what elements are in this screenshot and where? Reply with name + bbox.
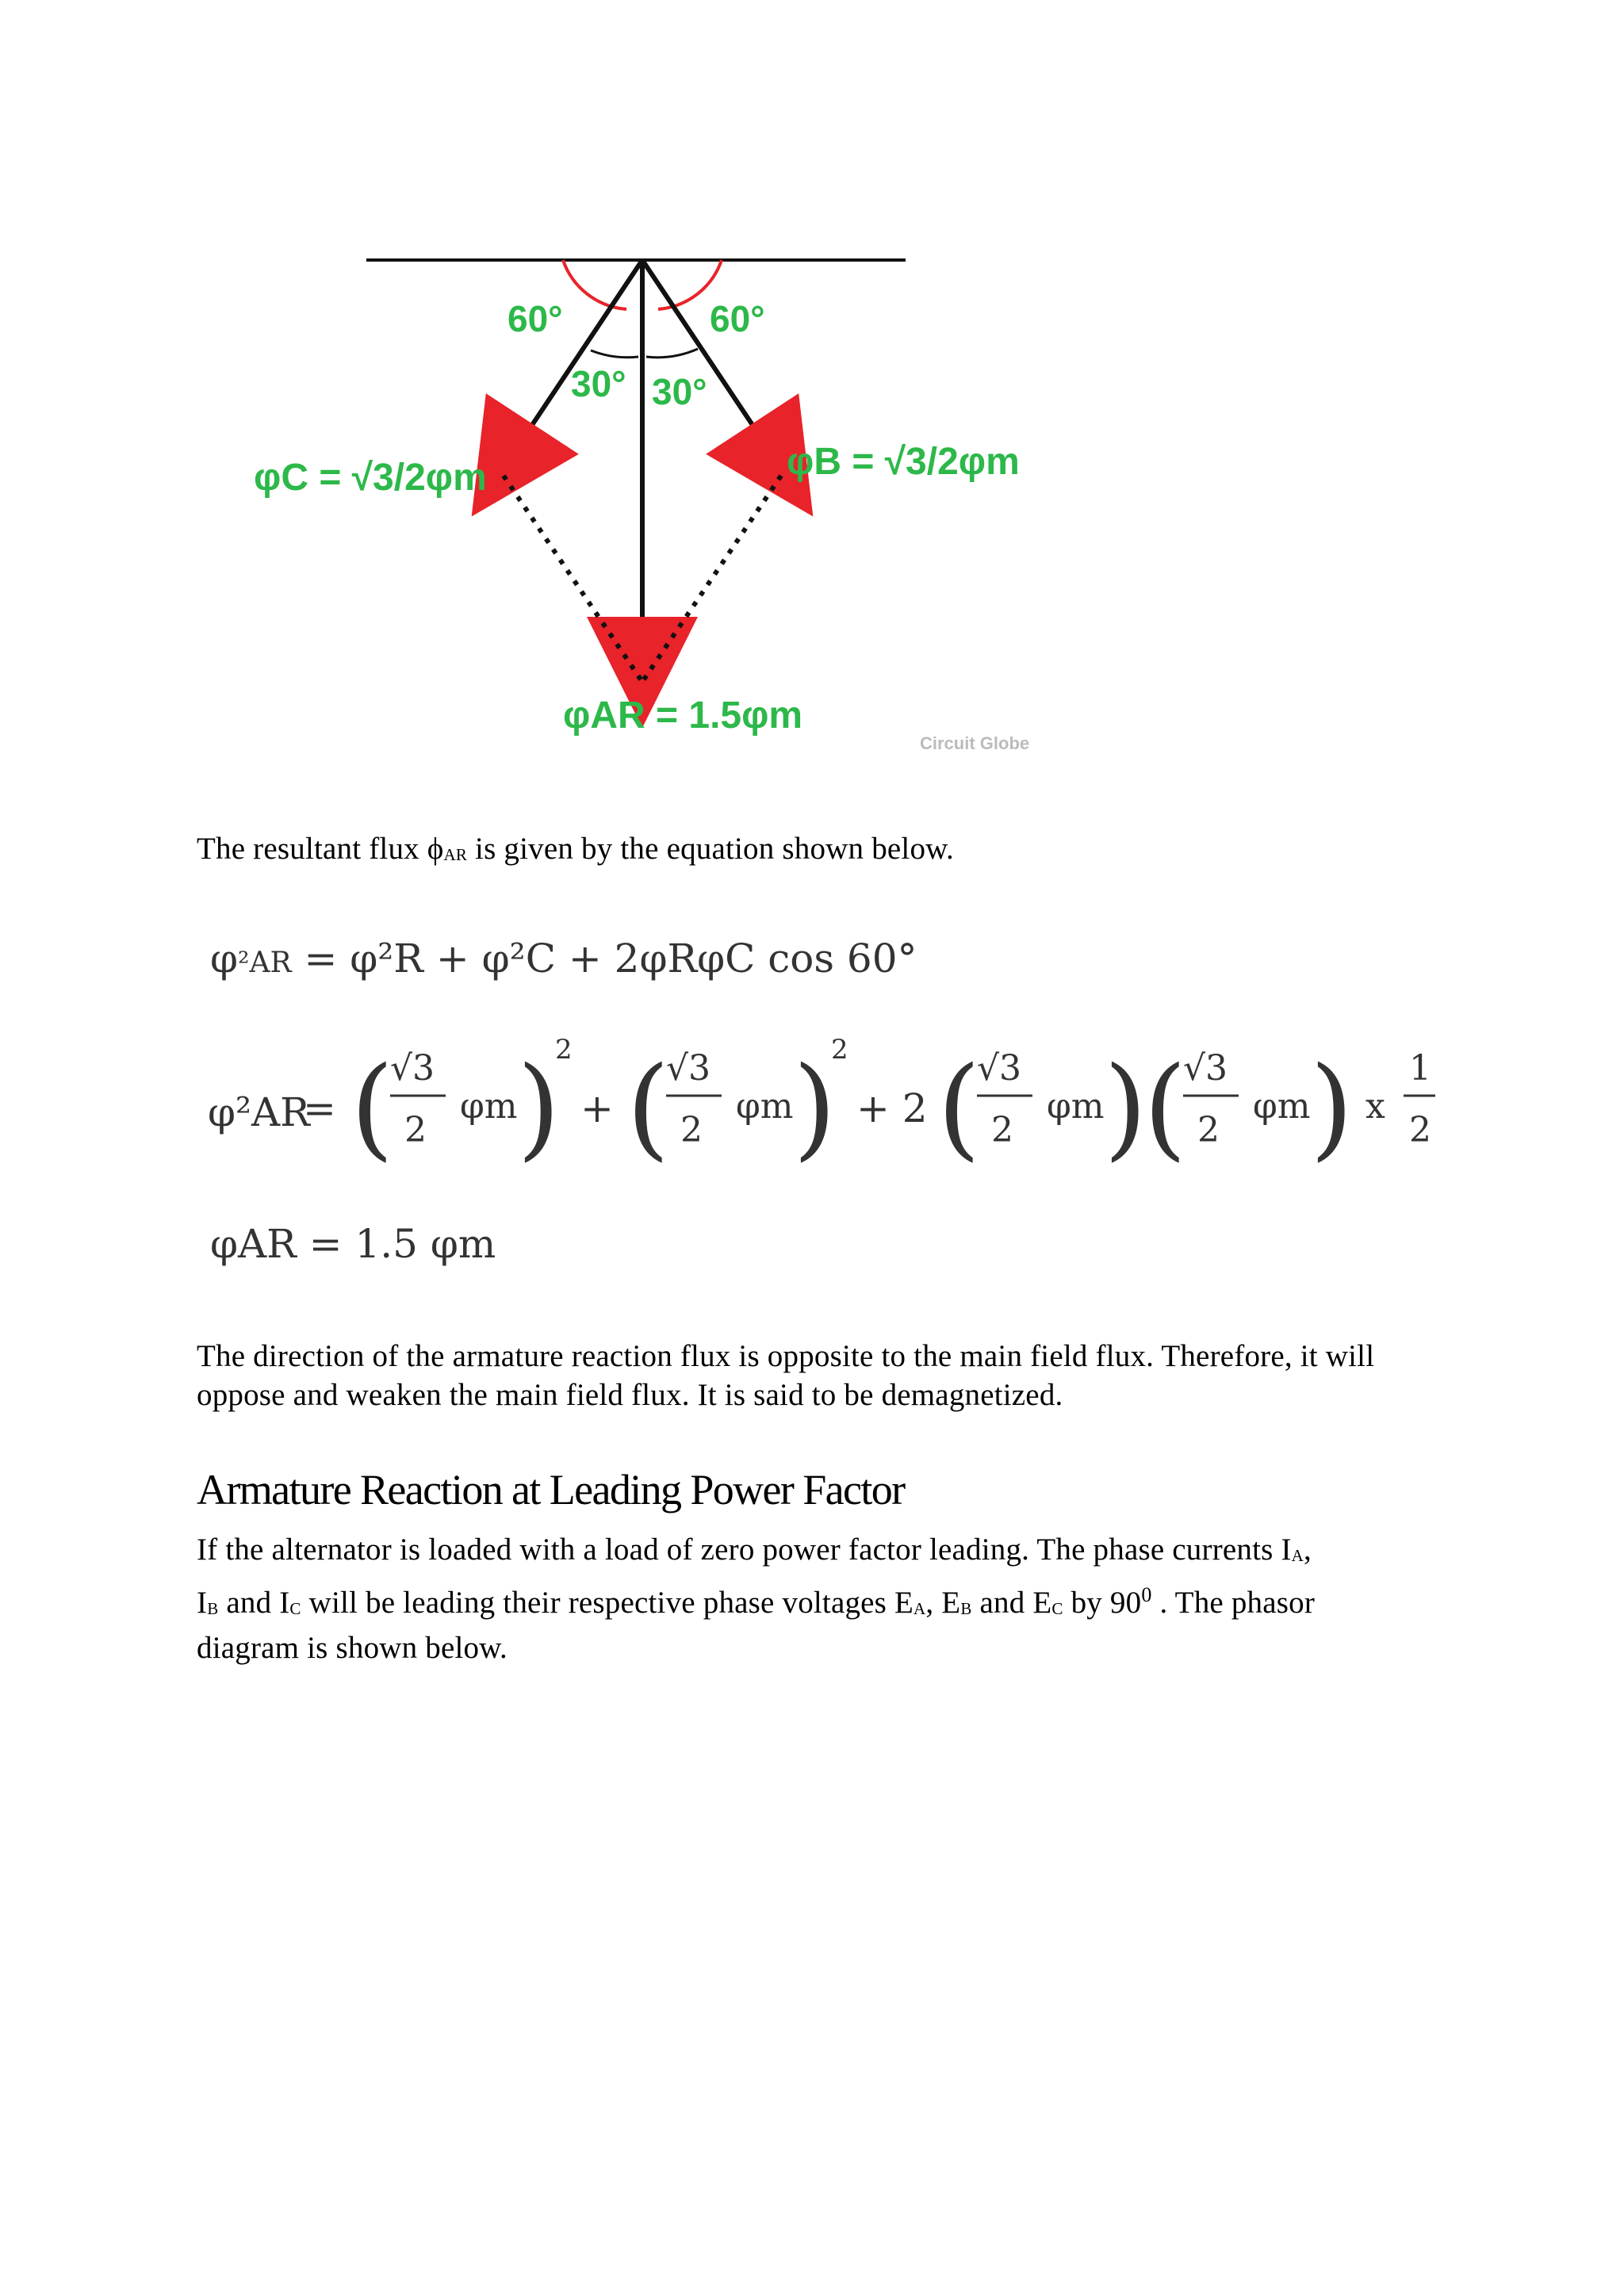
eq2-equals: =	[303, 1085, 336, 1131]
t4-phi: φm	[1253, 1086, 1311, 1127]
paren-close-1: )	[517, 1043, 561, 1173]
phasor-b-arrow	[768, 447, 783, 470]
t1-num: √3	[390, 1048, 435, 1089]
paren-open-4: (	[1143, 1043, 1187, 1173]
angle-right-inner: 30°	[652, 371, 707, 412]
paren-open-1: (	[350, 1043, 394, 1173]
t2-phi: φm	[736, 1086, 794, 1127]
eq2-lhs: φ²AR	[208, 1089, 310, 1135]
eq1-lhs-sub: ²AR	[238, 947, 292, 979]
section-heading: Armature Reaction at Leading Power Factor	[197, 1466, 905, 1513]
angle-left-outer: 60°	[508, 298, 563, 339]
equation-3: φAR = 1.5 φm	[210, 1221, 496, 1267]
t1-den: 2	[404, 1110, 427, 1150]
t2-num: √3	[666, 1048, 711, 1089]
equation-2	[208, 1031, 1461, 1173]
t3-den: 2	[991, 1110, 1013, 1150]
label-phi-c: φC = √3/2φm	[254, 457, 487, 499]
direction-paragraph: The direction of the armature reaction flux is opposite to the main field flux. Therefore, it will oppose and weaken the main field flux. It is said to be demagnetized.	[197, 1339, 1375, 1412]
t3-phi: φm	[1047, 1086, 1105, 1127]
p3-l2-a: I	[197, 1586, 208, 1620]
paren-open-3: (	[937, 1043, 981, 1173]
eq2-multiplier: x	[1365, 1086, 1385, 1127]
plus-1: +	[580, 1085, 614, 1131]
plus-2: + 2	[856, 1085, 928, 1131]
half-den: 2	[1409, 1110, 1431, 1150]
label-phi-b: φB = √3/2φm	[787, 441, 1020, 483]
t2-den: 2	[680, 1110, 703, 1150]
p3-l1-sub: A	[1291, 1546, 1304, 1565]
t4-num: √3	[1183, 1048, 1228, 1089]
phasor-diagram	[230, 238, 1063, 777]
t1-exp: 2	[555, 1034, 573, 1066]
angle-left-inner: 30°	[571, 363, 626, 404]
p3-l2-sub-b: B	[207, 1599, 219, 1618]
t3-num: √3	[977, 1048, 1022, 1089]
watermark: Circuit Globe	[920, 733, 1030, 753]
dotted-left	[504, 476, 642, 682]
p3-l1-end: ,	[1304, 1533, 1312, 1567]
p3-l2-c: will be leading their respective phase voltages E	[301, 1586, 914, 1620]
p1-before: The resultant flux	[197, 832, 427, 866]
phasor-c-arrow	[502, 447, 517, 470]
p3-l2-g: . The phasor	[1151, 1586, 1316, 1620]
p3-l2-sub-ea: A	[914, 1599, 926, 1618]
p3-line1	[197, 1530, 1434, 1575]
p1-symbol: ϕ	[427, 832, 444, 866]
p1-symbol-sub: AR	[443, 845, 468, 864]
p1-after: is given by the equation shown below.	[467, 832, 954, 866]
p3-l2-b: and I	[218, 1586, 290, 1620]
p3-l2-e: and E	[971, 1586, 1052, 1620]
p3-l2-sub-ec: C	[1051, 1599, 1063, 1618]
p3-l2-d: , E	[925, 1586, 961, 1620]
eq1-lhs: φ	[210, 936, 239, 982]
phasor-b-line	[642, 260, 781, 468]
leading-pf-paragraph	[197, 1530, 1434, 1667]
angle-right-outer: 60°	[710, 298, 765, 339]
t2-exp: 2	[831, 1034, 848, 1066]
half-num: 1	[1409, 1048, 1431, 1089]
p3-l2-sub-c: C	[289, 1599, 301, 1618]
equation-1	[210, 936, 917, 982]
p3-line3: diagram is shown below.	[197, 1631, 508, 1665]
eq1-rhs: = φ²R + φ²C + 2φRφC cos 60°	[304, 936, 917, 982]
arc-left-30	[591, 350, 638, 358]
p3-l2-deg: 0	[1141, 1583, 1152, 1606]
paren-open-2: (	[626, 1043, 670, 1173]
p3-l2-sub-eb: B	[960, 1599, 972, 1618]
paren-close-3: )	[1104, 1043, 1147, 1173]
dotted-right	[642, 476, 781, 682]
p3-line2	[197, 1575, 1434, 1628]
resultant-flux-paragraph	[197, 829, 954, 874]
paren-close-2: )	[793, 1043, 837, 1173]
t4-den: 2	[1197, 1110, 1220, 1150]
paren-close-4: )	[1310, 1043, 1354, 1173]
p3-l2-f: by 90	[1063, 1586, 1142, 1620]
label-phi-ar: φAR = 1.5φm	[563, 695, 803, 737]
t1-phi: φm	[460, 1086, 518, 1127]
arc-right-30	[646, 349, 698, 358]
p3-l1-text: If the alternator is loaded with a load of zero power factor leading. The phase currents I	[197, 1533, 1292, 1567]
